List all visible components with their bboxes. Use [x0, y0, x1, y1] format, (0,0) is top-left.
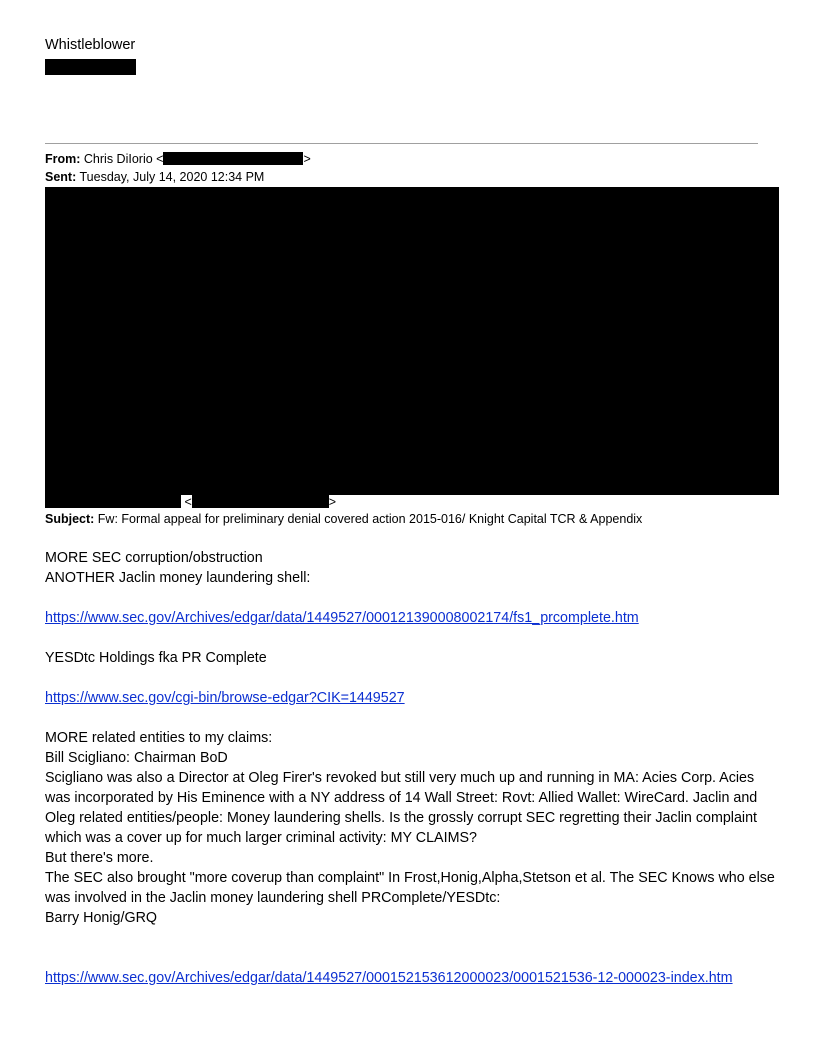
to-lt: <	[184, 495, 192, 509]
body-line: YESDtc Holdings fka PR Complete	[45, 650, 267, 666]
body-paragraph	[45, 868, 775, 908]
subject-value: Fw: Formal appeal for preliminary denial covered action 2015-016/ Knight Capital TCR & Appendix	[97, 512, 643, 526]
to-line	[45, 495, 336, 509]
from-line	[45, 152, 311, 166]
document-title: Whistleblower	[45, 37, 136, 53]
to-gt: >	[328, 495, 337, 509]
redaction-block	[45, 187, 779, 495]
from-close: >	[303, 152, 311, 166]
sent-label: Sent:	[45, 170, 77, 184]
sec-edgar-link[interactable]: https://www.sec.gov/cgi-bin/browse-edgar?CIK=1449527	[45, 690, 405, 706]
body-line: MORE SEC corruption/obstruction	[45, 550, 263, 566]
sec-filing-link[interactable]: https://www.sec.gov/Archives/edgar/data/1449527/000121390008002174/fs1_prcomplete.htm	[45, 610, 639, 626]
body-line: But there's more.	[45, 850, 154, 866]
body-line: Barry Honig/GRQ	[45, 910, 158, 926]
sent-value: Tuesday, July 14, 2020 12:34 PM	[79, 170, 265, 184]
subject-label: Subject:	[45, 512, 95, 526]
redaction-bar	[192, 495, 329, 508]
redaction-bar	[45, 495, 181, 508]
from-label: From:	[45, 152, 81, 166]
paragraph-text: Scigliano was also a Director at Oleg Firer's revoked but still very much up and running in MA: Acies Corp. Acies was incorporated by His Eminence with a NY address of 14 Wall Street: Rovt: Allied Wallet: WireCard. Jaclin and Oleg related entities/people: Money laundering shells. Is the grossly corrupt SEC regretting their Jaclin complaint which was a cover up for much larger criminal activity: MY CLAIMS?	[45, 770, 758, 846]
redaction-bar	[45, 59, 136, 75]
body-line: MORE related entities to my claims:	[45, 730, 273, 746]
sec-index-link[interactable]: https://www.sec.gov/Archives/edgar/data/1449527/000152153612000023/0001521536-12-000023-index.htm	[45, 970, 733, 986]
from-name: Chris DiIorio <	[83, 152, 164, 166]
body-line: Bill Scigliano: Chairman BoD	[45, 750, 228, 766]
body-line: ANOTHER Jaclin money laundering shell:	[45, 570, 311, 586]
divider	[45, 143, 758, 144]
body-paragraph	[45, 768, 775, 848]
sent-line	[45, 170, 264, 184]
paragraph-text: The SEC also brought "more coverup than complaint" In Frost,Honig,Alpha,Stetson et al. The SEC Knows who else was involved in the Jaclin money laundering shell PRComplete/YESDtc:	[45, 870, 775, 906]
redaction-bar	[163, 152, 303, 165]
subject-line	[45, 512, 642, 526]
